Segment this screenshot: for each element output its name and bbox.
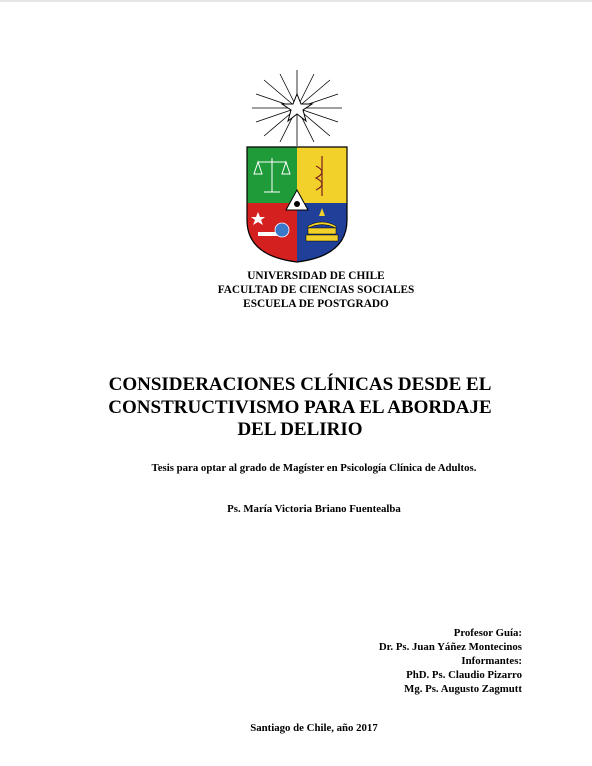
thesis-title-line-2: CONSTRUCTIVISMO PARA EL ABORDAJE — [108, 396, 492, 418]
thesis-subtitle: Tesis para optar al grado de Magíster en Psicología Clínica de Adultos. — [151, 462, 477, 474]
informant-1: PhD. Ps. Claudio Pizarro — [406, 669, 522, 681]
university-coat-of-arms-icon — [244, 70, 350, 266]
thesis-committee — [379, 626, 522, 696]
thesis-title-line-1: CONSIDERACIONES CLÍNICAS DESDE EL — [108, 374, 492, 395]
informant-2: Mg. Ps. Augusto Zagmutt — [404, 683, 522, 695]
thesis-author: Ps. María Victoria Briano Fuentealba — [227, 503, 401, 515]
thesis-title-line-3: DEL DELIRIO — [237, 419, 363, 440]
informants-label: Informantes: — [461, 655, 522, 667]
page-top-border — [0, 0, 592, 2]
institution-faculty: FACULTAD DE CIENCIAS SOCIALES — [217, 284, 415, 296]
institution-school: ESCUELA DE POSTGRADO — [243, 298, 389, 310]
institution-university: UNIVERSIDAD DE CHILE — [247, 270, 385, 282]
guide-label: Profesor Guía: — [453, 627, 522, 639]
guide-name: Dr. Ps. Juan Yáñez Montecinos — [378, 641, 522, 653]
place-and-year: Santiago de Chile, año 2017 — [250, 722, 378, 734]
thesis-title — [60, 374, 540, 442]
